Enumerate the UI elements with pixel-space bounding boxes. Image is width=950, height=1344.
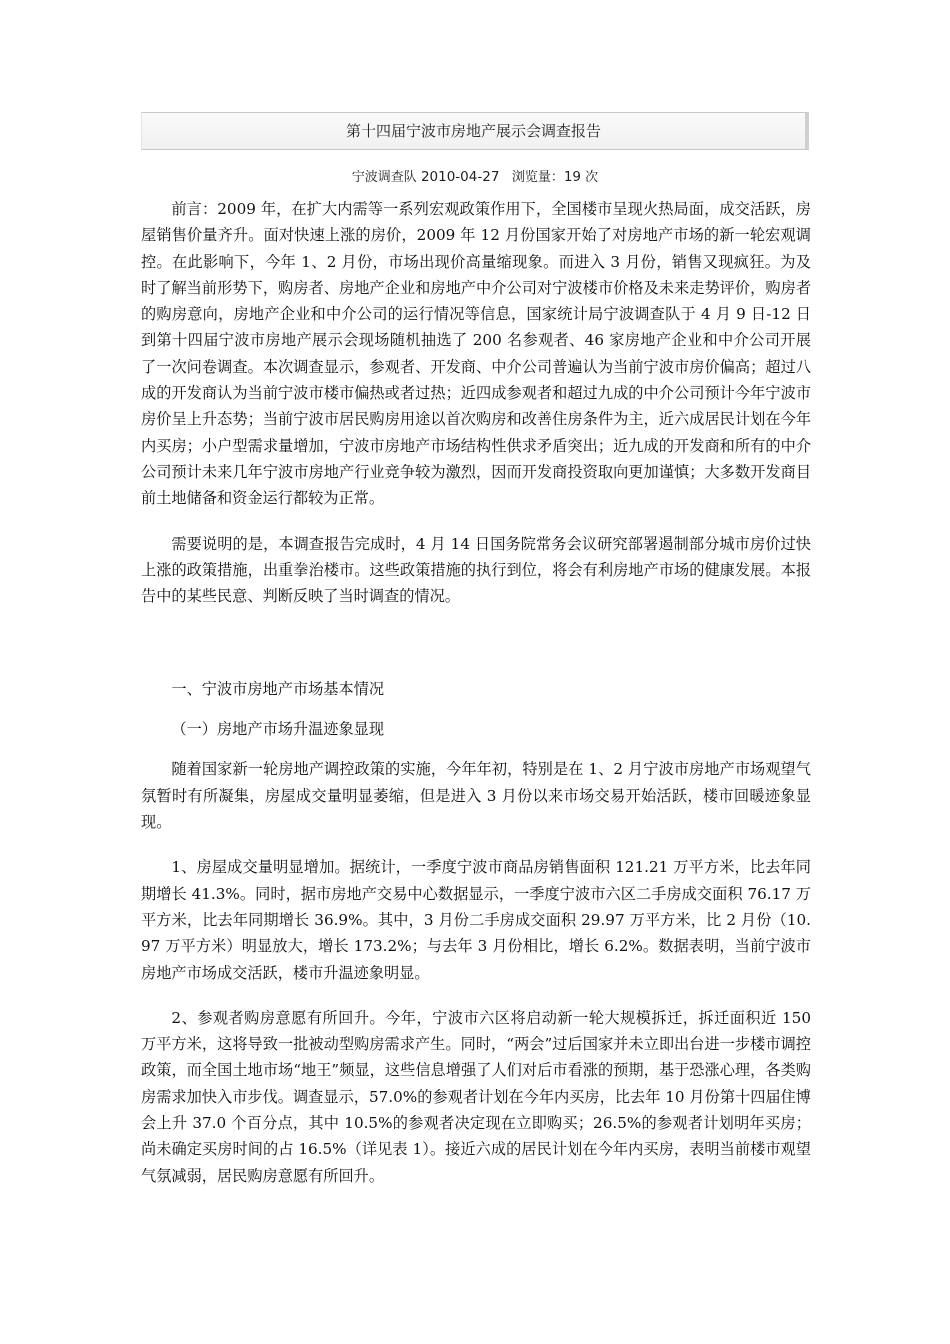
point1-paragraph: 1、房屋成交量明显增加。据统计，一季度宁波市商品房销售面积 121.21 万平方米，比去年同期增长 41.3%。同时，据市房地产交易中心数据显示，一季度宁波市六区二手房成交面积 76.17 万平方米，比去年同期增长 36.9%。其中，3 月份二手房成交面积 29.97 万平方米，比 2 月份（10.97 万平方米）明显放大，增长 173.2%；与去年 3 月份相比，增长 6.2%。数据表明，当前宁波市房地产市场成交活跃，楼市升温迹象明显。 — [141, 858, 811, 982]
article-body — [141, 196, 811, 1189]
publish-date: 2010-04-27 — [420, 169, 500, 185]
view-count: 19 — [563, 169, 582, 185]
subsection-heading: （一）房地产市场升温迹象显现 — [171, 720, 385, 739]
views-label: 浏览量： — [511, 170, 564, 185]
section-heading: 一、宁波市房地产市场基本情况 — [171, 680, 385, 699]
views-unit: 次 — [585, 170, 599, 185]
page-title: 第十四届宁波市房地产展示会调查报告 — [141, 112, 809, 150]
article-meta — [141, 166, 809, 185]
intro-paragraph: 随着国家新一轮房地产调控政策的实施，今年年初，特别是在 1、2 月宁波市房地产市场观望气氛暂时有所凝集，房屋成交量明显萎缩，但是进入 3 月份以来市场交易开始活跃，楼市回暖迹象显现。 — [141, 760, 811, 832]
point2-paragraph: 2、参观者购房意愿有所回升。今年，宁波市六区将启动新一轮大规模拆迁，拆迁面积近 150 万平方米，这将导致一批被动型购房需求产生。同时，“两会”过后国家并未立即出台进一步楼市调控政策，而全国土地市场“地王”频显，这些信息增强了人们对后市看涨的预期，基于恐涨心理，各类购房需求加快入市步伐。调查显示，57.0%的参观者计划在今年内买房，比去年 10 月份第十四届住博会上升 37.0 个百分点，其中 10.5%的参观者决定现在立即购买；26.5%的参观者计划明年买房；尚未确定买房时间的占 16.5%（详见表 1）。接近六成的居民计划在今年内买房，表明当前楼市观望气氛减弱，居民购房意愿有所回升。 — [141, 1008, 811, 1185]
preface-paragraph: 前言：2009 年，在扩大内需等一系列宏观政策作用下，全国楼市呈现火热局面，成交活跃，房屋销售价量齐升。面对快速上涨的房价，2009 年 12 月份国家开始了对房地产市场的新一轮宏观调控。在此影响下，今年 1、2 月份，市场出现价高量缩现象。而进入 3 月份，销售又现疯狂。为及时了解当前形势下，购房者、房地产企业和房地产中介公司对宁波楼市价格及未来走势评价，购房者的购房意向，房地产企业和中介公司的运行情况等信息，国家统计局宁波调查队于 4 月 9 日-12 日到第十四届宁波市房地产展示会现场随机抽选了 200 名参观者、46 家房地产企业和中介公司开展了一次问卷调查。本次调查显示，参观者、开发商、中介公司普遍认为当前宁波市房价偏高；超过八成的开发商认为当前宁波市楼市偏热或者过热；近四成参观者和超过九成的中介公司预计今年宁波市房价呈上升态势；当前宁波市居民购房用途以首次购房和改善住房条件为主，近六成居民计划在今年内买房；小户型需求量增加，宁波市房地产市场结构性供求矛盾突出；近九成的开发商和所有的中介公司预计未来几年宁波市房地产行业竞争较为激烈，因而开发商投资取向更加谨慎；大多数开发商目前土地储备和资金运行都较为正常。 — [141, 200, 811, 508]
author: 宁波调查队 — [351, 170, 417, 185]
note-paragraph: 需要说明的是，本调查报告完成时，4 月 14 日国务院常务会议研究部署遏制部分城市房价过快上涨的政策措施，出重拳治楼市。这些政策措施的执行到位，将会有利房地产市场的健康发展。本报告中的某些民意、判断反映了当时调查的情况。 — [141, 534, 811, 606]
